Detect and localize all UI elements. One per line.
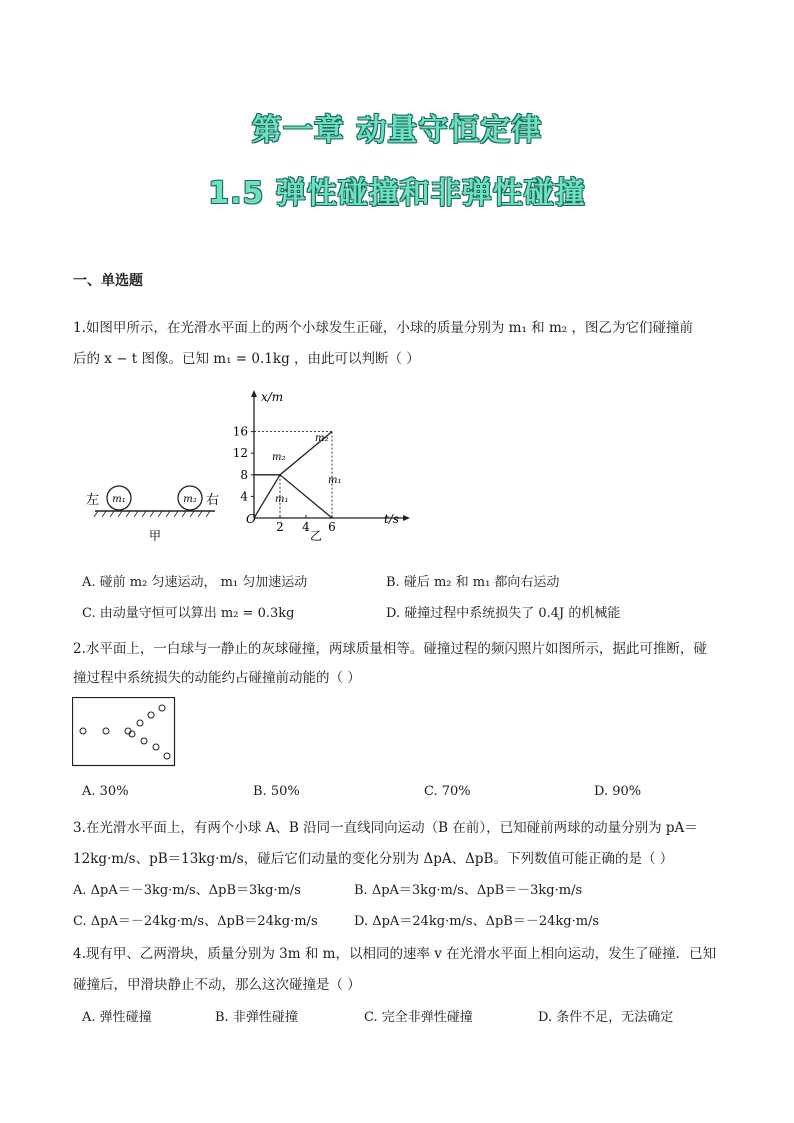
right-label: 右: [206, 493, 220, 508]
q3-stem-line2: 12kg·m/s、pB＝13kg·m/s，碰后它们动量的变化分别为 ΔpA、ΔpB。下列数值可能正确的是（ ）: [73, 851, 674, 867]
x-axis-arrow: [403, 515, 410, 521]
x-tick-label: 6: [328, 520, 336, 534]
x-tick-label: 2: [276, 520, 284, 534]
q4-stem-line2: 碰撞后，甲滑块静止不动，那么这次碰撞是（ ）: [73, 977, 361, 993]
y-axis-arrow: [251, 390, 257, 397]
y-tick-label: 4: [240, 489, 248, 504]
q3-option-d[interactable]: D. ΔpA＝24kg·m/s、ΔpB＝－24kg·m/s: [354, 914, 600, 929]
q4-option-b[interactable]: B. 非弹性碰撞: [215, 1010, 298, 1025]
q4-option-a[interactable]: A. 弹性碰撞: [82, 1010, 152, 1025]
q1-figure: [80, 388, 420, 548]
q2-stem-line2: 撞过程中系统损失的动能约占碰撞前动能的（ ）: [73, 670, 361, 686]
q1-option-c[interactable]: C. 由动量守恒可以算出 m₂ = 0.3kg: [82, 606, 295, 621]
y-tick-label: 12: [232, 446, 248, 461]
ground-hatching: [94, 511, 210, 517]
chapter-title: 第一章 动量守恒定律: [251, 113, 543, 148]
q4-stem-line1: 4.现有甲、乙两滑块，质量分别为 3m 和 m，以相同的速率 v 在光滑水平面上相向运动，发生了碰撞．已知: [73, 946, 717, 962]
section-heading: 一、单选题: [73, 273, 143, 289]
q3-option-c[interactable]: C. ΔpA＝－24kg·m/s、ΔpB＝24kg·m/s: [73, 914, 318, 929]
q1-stem-line2: 后的 x − t 图像。已知 m₁ = 0.1kg ，由此可以判断（ ）: [73, 351, 420, 367]
label-m2-before: m₂: [272, 452, 286, 463]
y-tick-label: 16: [232, 424, 248, 439]
q2-strobe-photo: [72, 697, 176, 767]
origin-label: O: [246, 512, 256, 526]
label-m1-after: m₁: [328, 475, 342, 486]
q1-option-d[interactable]: D. 碰撞过程中系统损失了 0.4J 的机械能: [386, 606, 621, 621]
q3-option-b[interactable]: B. ΔpA＝3kg·m/s、ΔpB＝－3kg·m/s: [354, 883, 583, 898]
q2-option-a[interactable]: A. 30%: [82, 784, 129, 799]
q3-stem-line1: 3.在光滑水平面上，有两个小球 A、B 沿同一直线同向运动（B 在前），已知碰前两球的动量分别为 pA＝: [73, 820, 698, 836]
y-axis-label: x/m: [261, 390, 284, 404]
ball-m2-label: m₂: [183, 494, 197, 505]
q1-stem-line1: 1.如图甲所示，在光滑水平面上的两个小球发生正碰，小球的质量分别为 m₁ 和 m₂ ，图乙为它们碰撞前: [73, 320, 693, 336]
section-title: 1.5 弹性碰撞和非弹性碰撞: [208, 176, 586, 211]
series-line-1: [254, 475, 332, 518]
caption-jia: 甲: [148, 529, 162, 543]
q4-option-c[interactable]: C. 完全非弹性碰撞: [364, 1010, 473, 1025]
q3-option-a[interactable]: A. ΔpA＝－3kg·m/s、ΔpB＝3kg·m/s: [73, 883, 301, 898]
q2-option-d[interactable]: D. 90%: [594, 784, 642, 799]
q2-stem-line1: 2.水平面上，一白球与一静止的灰球碰撞，两球质量相等。碰撞过程的频闪照片如图所示，据此可推断，碰: [73, 641, 707, 657]
q1-option-a[interactable]: A. 碰前 m₂ 匀速运动， m₁ 匀加速运动: [82, 575, 308, 590]
x-tick-label: 4: [302, 520, 310, 534]
q1-option-b[interactable]: B. 碰后 m₂ 和 m₁ 都向右运动: [386, 575, 560, 590]
series-lines: [254, 432, 332, 518]
label-m2-after: m₂: [315, 433, 329, 444]
q4-option-d[interactable]: D. 条件不足，无法确定: [538, 1010, 674, 1025]
label-m1-before: m₁: [275, 494, 289, 505]
caption-yi: 乙: [309, 529, 323, 543]
x-axis-label: t/s: [384, 512, 400, 526]
y-ticks: [233, 425, 254, 504]
q2-option-b[interactable]: B. 50%: [253, 784, 300, 799]
ball-m1-label: m₁: [112, 494, 126, 505]
y-tick-label: 8: [240, 467, 248, 482]
left-label: 左: [86, 493, 100, 508]
q2-option-c[interactable]: C. 70%: [424, 784, 471, 799]
